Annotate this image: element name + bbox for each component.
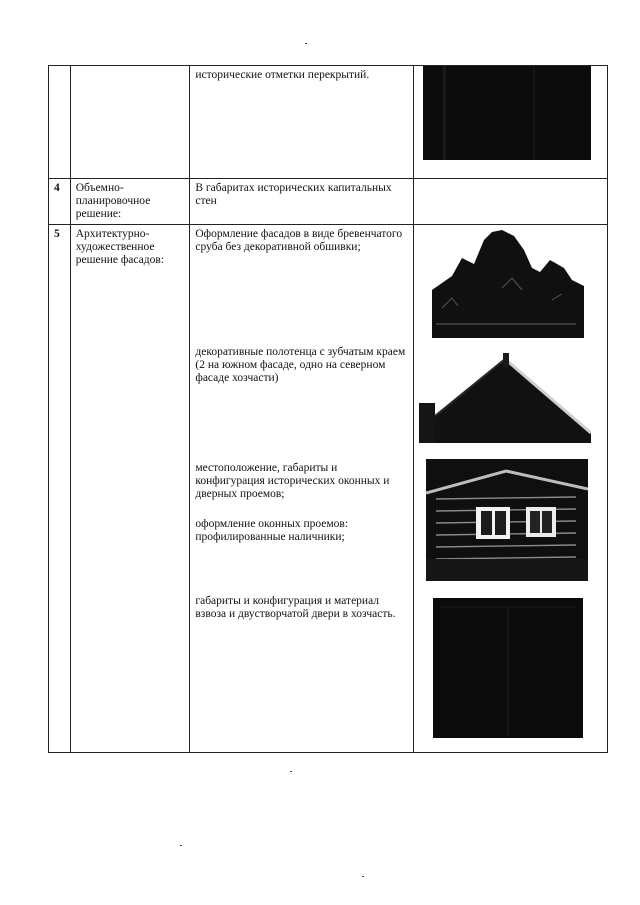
row-image-cell (414, 179, 608, 225)
table-row (49, 225, 608, 753)
log-wall-windows-photo-icon (426, 459, 588, 581)
gable-roof-photo-icon (419, 353, 591, 443)
facade-item-1: Оформление фасадов в виде бревенчатого сруба без декоративной обшивки; (195, 228, 403, 253)
row-name (70, 66, 190, 179)
row-number (49, 66, 71, 179)
row-name: Архитектурно-художественное решение фасадов: (70, 225, 190, 753)
house-silhouette-photo-icon (432, 228, 584, 338)
row-description: исторические отметки перекрытий. (190, 66, 414, 179)
row-number: 4 (49, 179, 71, 225)
table-row (49, 179, 608, 225)
row-description-cell (190, 225, 414, 753)
dark-interior-photo-icon (423, 66, 591, 160)
scan-speck (362, 876, 364, 877)
scan-speck (290, 771, 292, 772)
row-name: Объемно-планировочное решение: (70, 179, 190, 225)
facade-item-5: габариты и конфигурация и материал взвоза и двустворчатой двери в хозчасть. (195, 595, 396, 620)
scan-speck (180, 845, 182, 846)
scan-speck (305, 43, 307, 44)
dark-door-photo-icon (433, 598, 583, 738)
table-row (49, 66, 608, 179)
row-image-cell (414, 225, 608, 753)
row-image-cell (414, 66, 608, 179)
protected-elements-table (48, 65, 608, 753)
row-description: В габаритах исторических капитальных стен (190, 179, 414, 225)
row-number: 5 (49, 225, 71, 753)
facade-item-3: местоположение, габариты и конфигурация исторических оконных и дверных проемов; (195, 462, 390, 500)
facade-item-2: декоративные полотенца с зубчатым краем (2 на южном фасаде, одно на северном фасаде хозчасти) (195, 346, 406, 384)
facade-item-4: оформление оконных проемов: профилированные наличники; (195, 518, 349, 543)
